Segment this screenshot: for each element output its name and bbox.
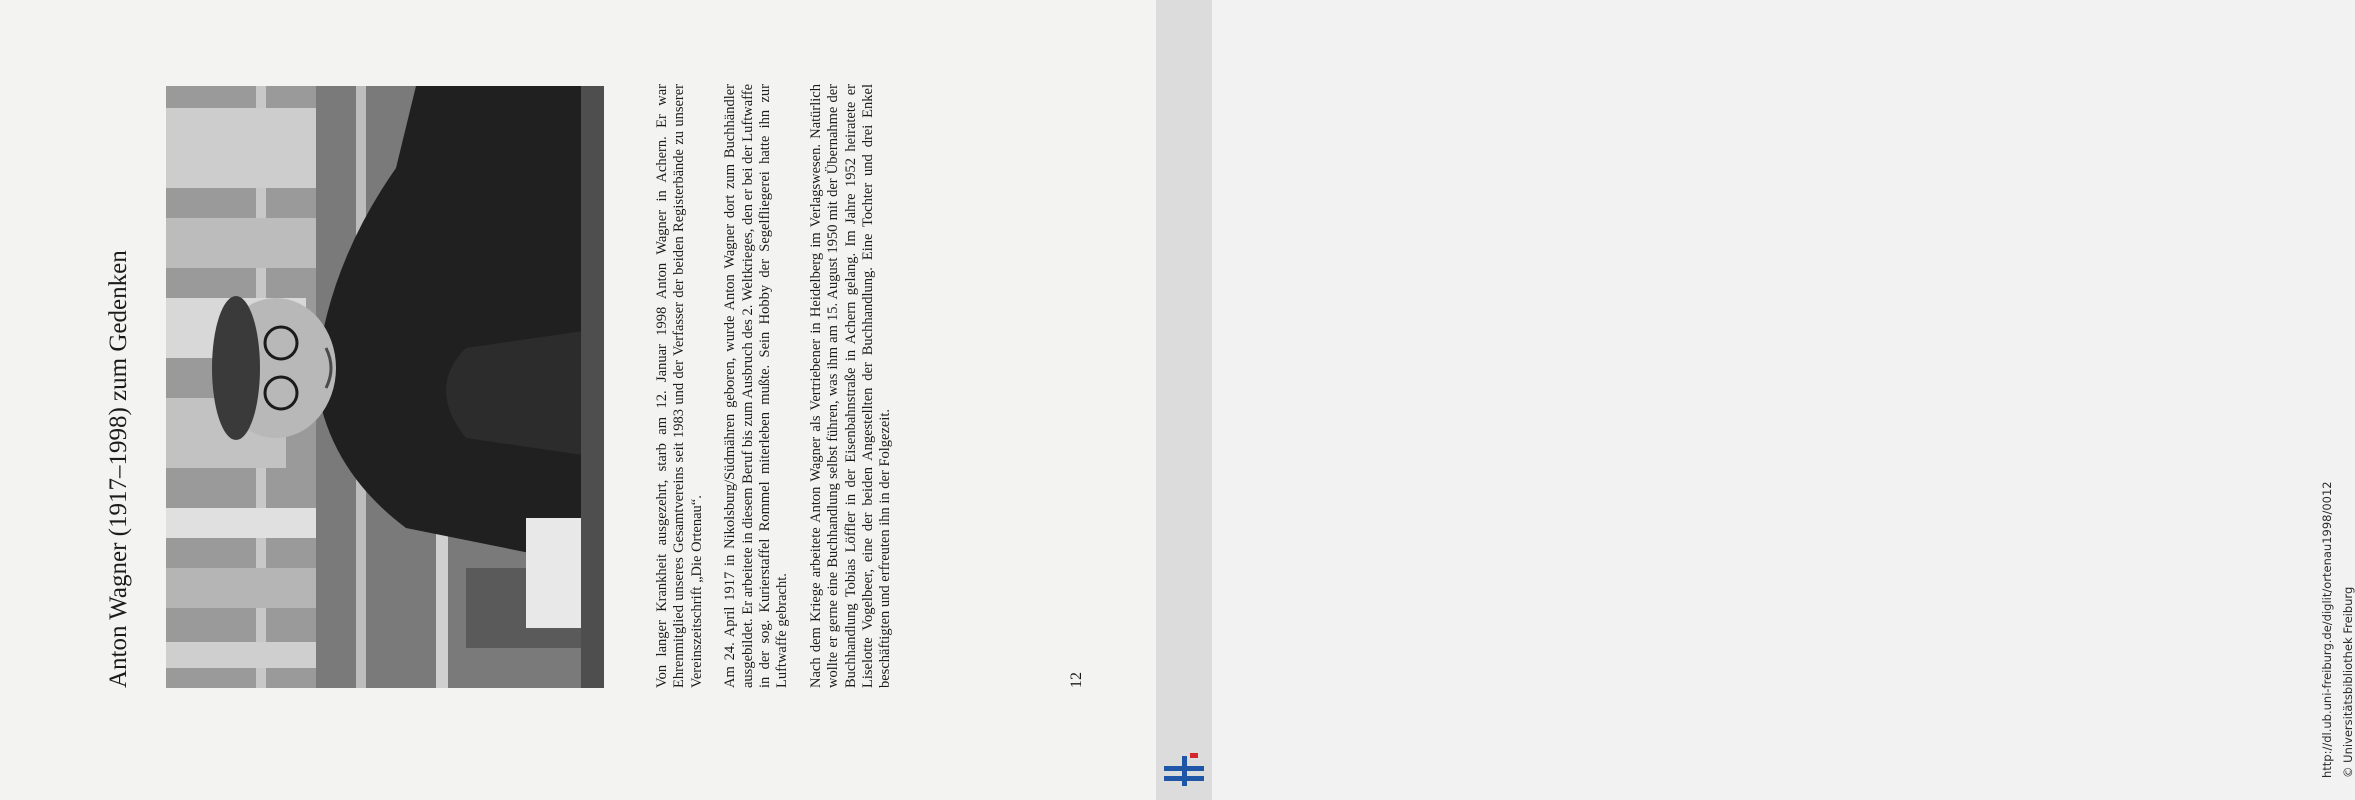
rotated-page-content xyxy=(0,0,1156,800)
paragraph-2: Am 24. April 1917 in Nikolsburg/Südmähren geboren, wurde Anton Wagner dort zum Buchhändler ausgebildet. Er arbeitete in diesem Beruf bis zum Ausbruch des 2. Weltkrieges, den er bei der Luftwaffe in der sog. Kurierstaffel Rommel miterleben mußte. Sein Hobby der Segelfliegerei hatte ihn zur Luftwaffe gebracht. xyxy=(722,84,791,688)
library-sidebar xyxy=(1156,0,2355,800)
source-url-link[interactable]: http://dl.ub.uni-freiburg.de/diglit/ortenau1998/0012 xyxy=(2320,481,2334,778)
copyright-notice: © Universitätsbibliothek Freiburg xyxy=(2341,586,2355,778)
article-title: Anton Wagner (1917–1998) zum Gedenken xyxy=(105,250,132,688)
paragraph-3: Nach dem Kriege arbeitete Anton Wagner als Vertriebener in Heidelberg im Verlagswesen. Natürlich wollte er gerne eine Buchhandlung selbst führen, was ihm am 15. August 1950 mit der Übernahme der Buchhandlung Tobias Löffler in der Eisenbahnstraße in Achern gelang. Im Jahre 1952 heiratete er Liselotte Vogelbeer, eine der beiden Angestellten der Buchhandlung. Eine Tochter und drei Enkel beschäftigten und erfreuten ihn in der Folgezeit. xyxy=(807,84,894,688)
rotated-sidebar-content xyxy=(1156,0,2355,800)
scanned-page xyxy=(0,0,1156,800)
article-body xyxy=(654,84,911,688)
portrait-photo xyxy=(166,86,604,688)
paragraph-1: Von langer Krankheit ausgezehrt, starb am 12. Januar 1998 Anton Wagner in Achern. Er war Ehrenmitglied unseres Gesamtvereins seit 1983 und der Verfasser der beiden Registerbände zu unserer Vereinszeitschrift „Die Ortenau“. xyxy=(654,84,705,688)
ub-freiburg-logo-icon xyxy=(1160,750,1208,790)
page-number: 12 xyxy=(1068,672,1085,688)
